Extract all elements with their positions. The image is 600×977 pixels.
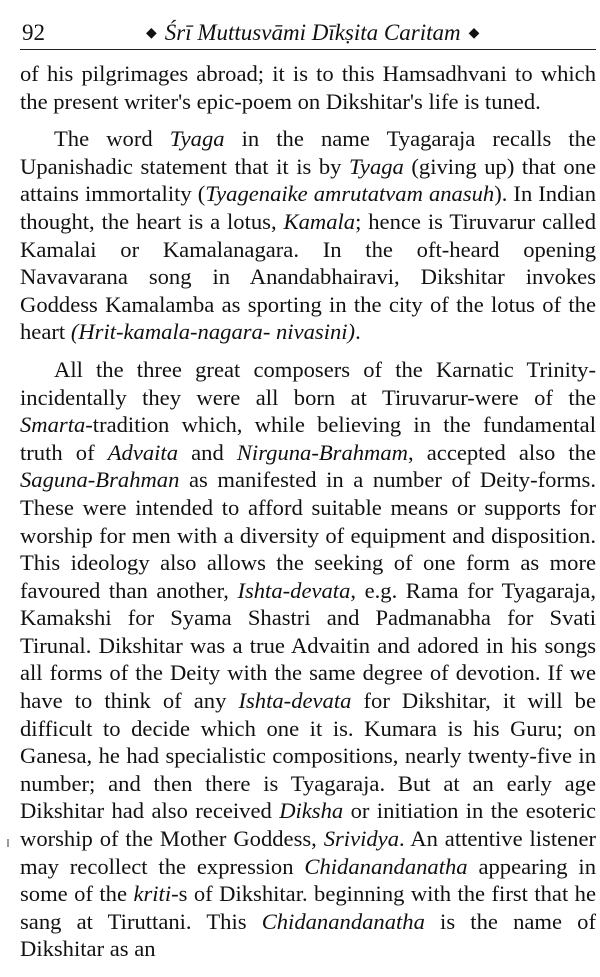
paragraph-text: appearing in some of the (20, 853, 596, 907)
paragraph-text: of his pilgrimages abroad; it is to this Hamsadhvani to which the present writer's epic-poem on Dikshitar's life is tuned. (20, 61, 596, 114)
paragraph-text: , e.g. Rama for Tyagaraja, Kamakshi for Syama Shastri and Padmanabha for Svati Tirunal. Dikshitar was a true Advaitin and adored in his songs all forms of the Deity with the same degree of devotion. If we have to think of any (20, 577, 596, 714)
page-number: 92 (22, 20, 45, 45)
paragraph-text: The word (54, 126, 170, 152)
paragraph-text: in the name Tyagaraja recalls the Upanishadic statement that it is by (20, 126, 597, 179)
italic-term: Tyaga (349, 153, 404, 179)
paragraph-text: ). In Indian thought, the heart is a lotus, (20, 181, 596, 234)
paragraph-text: -tradition which, while believing in the fundamental truth of (20, 412, 596, 465)
italic-term: Chidanandanatha (261, 908, 425, 934)
italic-term: Ishta-devata (238, 688, 352, 714)
paragraph-text: (giving up) that one attains immortality ( (20, 153, 596, 207)
paragraph-text: or initiation in the esoteric worship of the Mother Goddess, (20, 798, 596, 852)
italic-term: Srividya (323, 826, 399, 852)
running-head (138, 20, 487, 46)
italic-term: Tyagenaike amrutatvam anasuh (205, 181, 495, 207)
italic-term: Chidanandanatha (304, 853, 468, 879)
paragraph-text: -s of Dikshitar. beginning with the first that he sang at Tiruttani. This (20, 881, 597, 934)
paragraph-text: is the name of Dikshitar as an (20, 908, 596, 962)
paragraph-text: ; hence is Tiruvarur called Kamalai or Kamalanagara. In the oft-heard opening Navavarana song in Anandabhairavi, Dikshitar invokes Goddess Kamalamba as sporting in the city of the lotus of the heart (20, 208, 596, 345)
italic-term: Advaita (107, 439, 178, 465)
header-rule (20, 49, 596, 50)
italic-term: Diksha (279, 798, 344, 824)
paragraph-text: and (178, 439, 237, 465)
italic-term: Kamala (283, 208, 356, 234)
diamond-ornament-icon: ◆ (146, 26, 157, 41)
italic-term: Nirguna-Brahmam (236, 439, 408, 465)
paragraph-text: . (355, 319, 361, 345)
paragraph-continuation (20, 60, 596, 115)
paragraph-text: All the three great composers of the Karnatic Trinity-incidentally they were all born at Tiruvarur-were of the (20, 356, 596, 410)
paragraph-tyaga (20, 125, 596, 346)
italic-term: Ishta-devata (237, 577, 351, 603)
paragraph-trinity (20, 356, 596, 963)
italic-term: (Hrit-kamala-nagara- nivasini) (70, 319, 356, 345)
paragraph-text: as manifested in a number of Deity-forms. These were intended to afford suitable means or supports for worship for men with a diversity of equipment and disposition. This ideology also allows the seeking of one form as more favoured than another, (20, 467, 596, 603)
paragraph-text: . An attentive listener may recollect the expression (20, 826, 596, 879)
margin-mark (7, 839, 9, 847)
book-page (20, 0, 597, 962)
diamond-ornament-icon: ◆ (468, 26, 480, 41)
paragraph-text: , accepted also the (408, 439, 596, 465)
italic-term: Saguna-Brahman (20, 467, 180, 493)
page-header (20, 0, 596, 52)
italic-term: Smarta (20, 412, 86, 438)
italic-term: Tyaga (169, 126, 225, 152)
body-text (20, 60, 596, 973)
paragraph-text: for Dikshitar, it will be difficult to decide which one it is. Kumara is his Guru; on Ganesa, he had specialistic compositions, nearly twenty-five in number; and then there is Tyagaraja. But at an early age Dikshitar had also received (20, 688, 596, 824)
running-head-title: Śrī Muttusvāmi Dīkṣita Caritam (164, 20, 461, 45)
italic-term: kriti (133, 881, 172, 907)
